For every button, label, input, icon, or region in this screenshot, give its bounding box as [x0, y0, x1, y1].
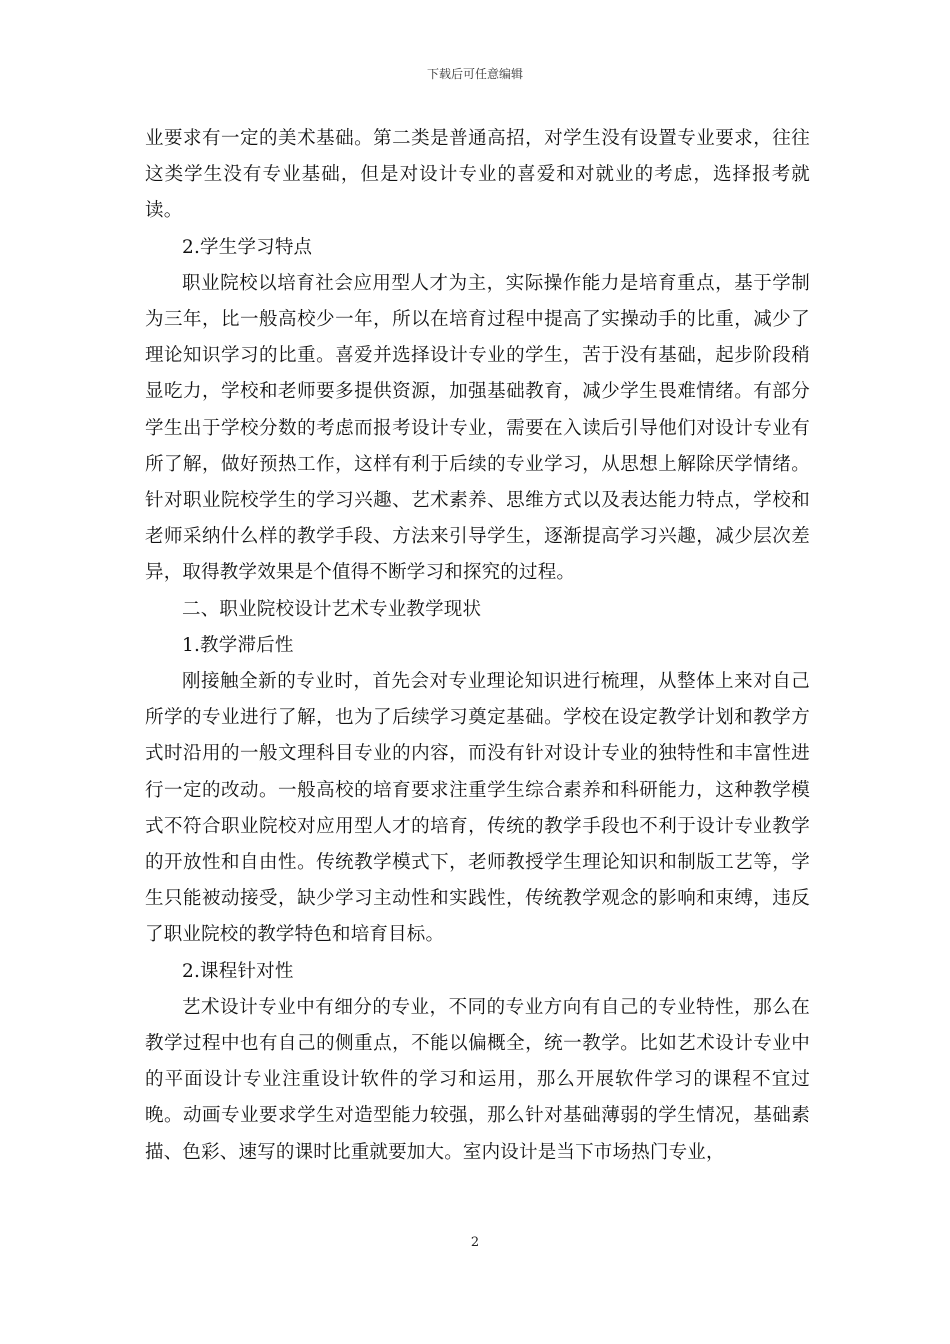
section-heading-course-targeting: 2.课程针对性 [182, 960, 294, 982]
page-number: 2 [470, 1235, 480, 1250]
chapter-heading-teaching-status: 二、职业院校设计艺术专业教学现状 [182, 598, 482, 620]
paragraph-2: 职业院校以培育社会应用型人才为主，实际操作能力是培育重点，基于学制为三年，比一般高校少一年，所以在培育过程中提高了实操动手的比重，减少了理论知识学习的比重。喜爱并选择设计专业的学生，苦于没有基础，起步阶段稍显吃力，学校和老师要多提供资源，加强基础教育，减少学生畏难情绪。有部分学生出于学校分数的考虑而报考设计专业，需要在入读后引导他们对设计专业有所了解，做好预热工作，这样有利于后续的专业学习，从思想上解除厌学情绪。针对职业院校学生的学习兴趣、艺术素养、思维方式以及表达能力特点，学校和老师采纳什么样的教学手段、方法来引导学生，逐渐提高学习兴趣，减少层次差异，取得教学效果是个值得不断学习和探究的过程。 [145, 272, 810, 584]
paragraph-4: 艺术设计专业中有细分的专业，不同的专业方向有自己的专业特性，那么在教学过程中也有自己的侧重点，不能以偏概全，统一教学。比如艺术设计专业中的平面设计专业注重设计软件的学习和运用，那么开展软件学习的课程不宜过晚。动画专业要求学生对造型能力较强，那么针对基础薄弱的学生情况，基础素描、色彩、速写的课时比重就要加大。室内设计是当下市场热门专业， [145, 996, 810, 1163]
document-body [145, 121, 810, 1171]
paragraph-1: 业要求有一定的美术基础。第二类是普通高招，对学生没有设置专业要求，往往这类学生没有专业基础，但是对设计专业的喜爱和对就业的考虑，选择报考就读。 [145, 128, 810, 222]
section-heading-learning-traits: 2.学生学习特点 [182, 236, 313, 258]
paragraph-3: 刚接触全新的专业时，首先会对专业理论知识进行梳理，从整体上来对自己所学的专业进行了解，也为了后续学习奠定基础。学校在设定教学计划和教学方式时沿用的一般文理科目专业的内容，而没有针对设计专业的独特性和丰富性进行一定的改动。一般高校的培育要求注重学生综合素养和科研能力，这种教学模式不符合职业院校对应用型人才的培育，传统的教学手段也不利于设计专业教学的开放性和自由性。传统教学模式下，老师教授学生理论知识和制版工艺等，学生只能被动接受，缺少学习主动性和实践性，传统教学观念的影响和束缚，违反了职业院校的教学特色和培育目标。 [145, 671, 810, 946]
section-heading-teaching-lag: 1.教学滞后性 [182, 634, 294, 656]
page-header: 下载后可任意编辑 [426, 67, 523, 81]
